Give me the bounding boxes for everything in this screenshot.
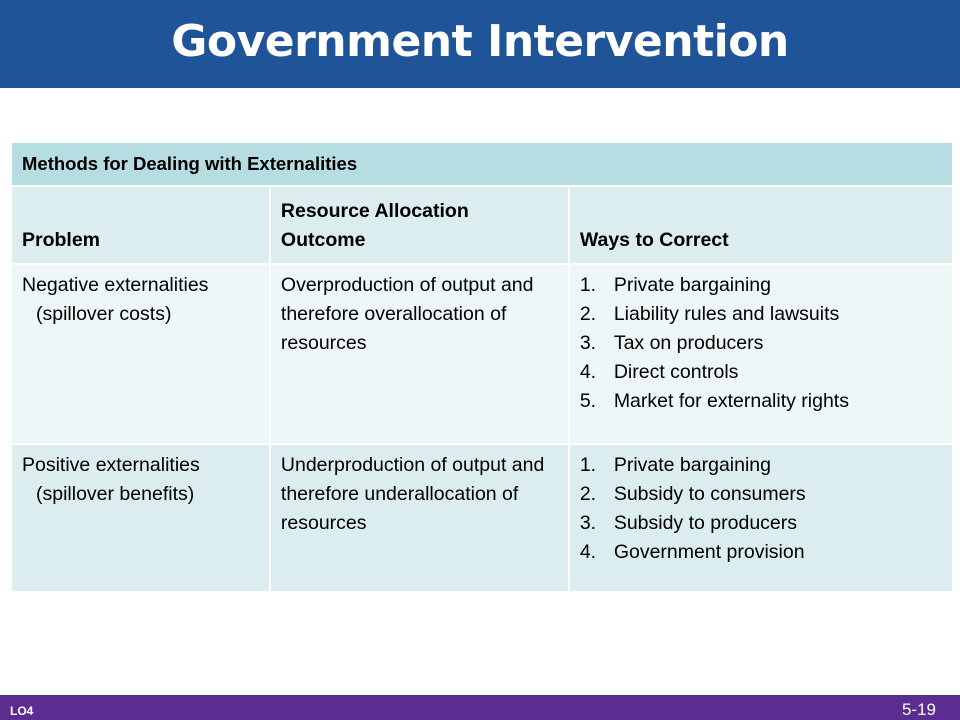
list-item: 1. Private bargaining xyxy=(579,274,771,296)
table-caption-row xyxy=(12,143,952,187)
ways-cell xyxy=(570,445,952,591)
list-item: 3. Subsidy to producers xyxy=(579,512,797,534)
list-item: 4. Direct controls xyxy=(579,361,739,383)
list-item: 2. Liability rules and lawsuits xyxy=(579,303,840,325)
ways-cell xyxy=(570,265,952,445)
list-item: 1. Private bargaining xyxy=(579,454,771,476)
footer-bar xyxy=(0,695,960,720)
title-bar xyxy=(0,0,960,88)
header-outcome: Resource Allocation Outcome xyxy=(271,187,570,265)
problem-sub-label: (spillover costs) xyxy=(36,303,172,325)
table-caption: Methods for Dealing with Externalities xyxy=(12,143,952,187)
table-row xyxy=(12,445,952,591)
outcome-cell: Underproduction of output and therefore underallocation of resources xyxy=(271,445,570,591)
table-row xyxy=(12,265,952,445)
problem-cell xyxy=(12,445,271,591)
page-number: 5-19 xyxy=(901,700,936,719)
externalities-table xyxy=(12,143,952,591)
problem-label: Negative externalities xyxy=(22,274,209,296)
outcome-cell: Overproduction of output and therefore overallocation of resources xyxy=(271,265,570,445)
slide-title: Government Intervention xyxy=(171,15,789,67)
problem-sub-label: (spillover benefits) xyxy=(36,483,195,505)
list-item: 2. Subsidy to consumers xyxy=(579,483,806,505)
header-ways: Ways to Correct xyxy=(570,187,952,265)
ways-list xyxy=(580,271,942,416)
list-item: 5. Market for externality rights xyxy=(579,390,849,412)
header-problem: Problem xyxy=(12,187,271,265)
ways-list xyxy=(580,451,942,567)
problem-cell xyxy=(12,265,271,445)
problem-label: Positive externalities xyxy=(22,454,200,476)
table-header-row xyxy=(12,187,952,265)
learning-objective-label: LO4 xyxy=(10,704,34,718)
list-item: 4. Government provision xyxy=(579,541,805,563)
list-item: 3. Tax on producers xyxy=(579,332,764,354)
